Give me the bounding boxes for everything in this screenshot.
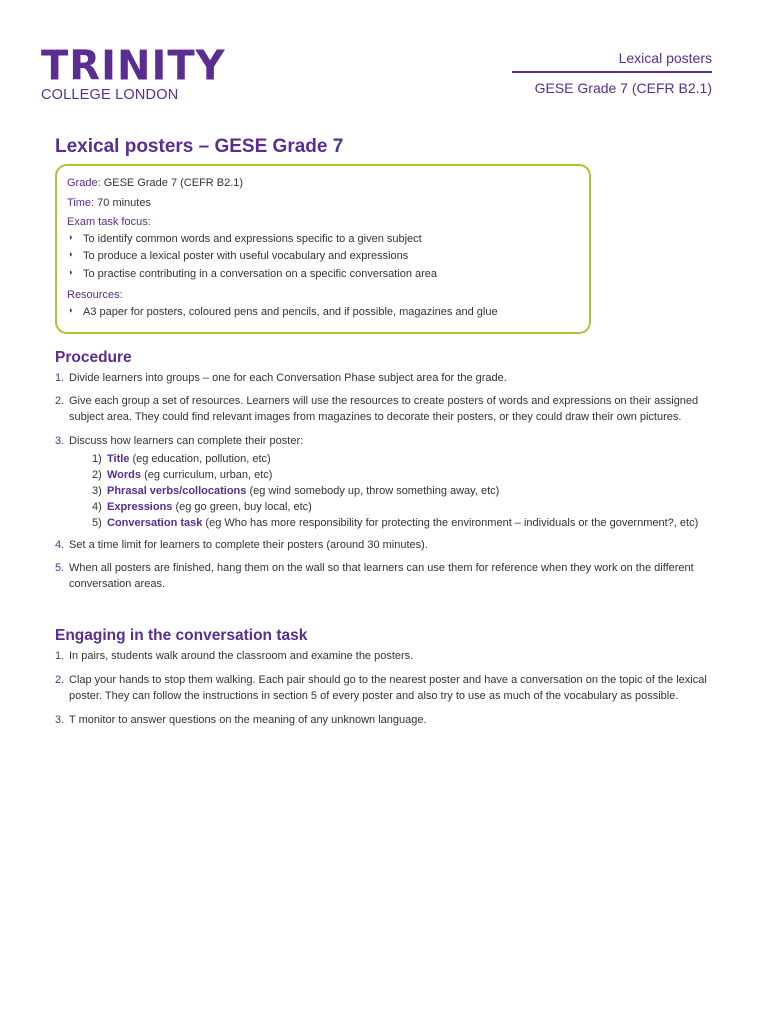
engaging-heading: Engaging in the conversation task bbox=[55, 627, 308, 644]
time-row bbox=[67, 195, 579, 212]
engaging-step: 3. T monitor to answer questions on the meaning of any unknown language. bbox=[55, 713, 427, 726]
resources-label: Resources: bbox=[67, 289, 123, 301]
resources-list bbox=[67, 304, 579, 321]
procedure-heading: Procedure bbox=[55, 349, 132, 366]
logo-wordmark: TRINITY bbox=[41, 42, 226, 90]
grade-label: Grade: bbox=[67, 177, 101, 189]
procedure-step: 1. Divide learners into groups – one for each Conversation Phase subject area for the grade. bbox=[55, 372, 507, 384]
list-item: 3) Phrasal verbs/collocations (eg wind somebody up, throw something away, etc) bbox=[92, 484, 500, 497]
list-item: 2) Words (eg curriculum, urban, etc) bbox=[92, 468, 273, 481]
list-item: 5) Conversation task (eg Who has more responsibility for protecting the environment – individuals or the government?, etc) bbox=[92, 516, 699, 529]
list-item: ◗ To produce a lexical poster with useful vocabulary and expressions bbox=[68, 249, 409, 262]
trinity-logo bbox=[41, 42, 226, 103]
procedure-step: 2. Give each group a set of resources. Learners will use the resources to create posters of words and expressions on their assigned subject area. They could find relevant images from magazines to decorate their posters, or they could draw their own pictures. bbox=[55, 394, 699, 423]
engaging-step: 2. Clap your hands to stop them walking. Each pair should go to the nearest poster and have a conversation on the topic of the lexical poster. They can follow the instructions in section 5 of every poster and also try to use as much of the vocabulary as possible. bbox=[55, 673, 707, 702]
page-title: Lexical posters – GESE Grade 7 bbox=[55, 136, 344, 157]
procedure-steps bbox=[55, 371, 715, 600]
document-header bbox=[512, 50, 712, 96]
procedure-step: 4. Set a time limit for learners to complete their posters (around 30 minutes). bbox=[55, 539, 428, 552]
bullet-icon: ◗ bbox=[68, 249, 74, 259]
list-item: ◗ A3 paper for posters, coloured pens and pencils, and if possible, magazines and glue bbox=[68, 304, 498, 318]
procedure-step: 5. When all posters are finished, hang them on the wall so that learners can use them for reference when they work on the different conversation areas. bbox=[55, 562, 694, 591]
list-item: 4) Expressions (eg go green, buy local, etc) bbox=[92, 500, 312, 513]
list-item: 1) Title (eg education, pollution, etc) bbox=[92, 452, 271, 465]
focus-list bbox=[67, 231, 579, 283]
engaging-steps bbox=[55, 649, 715, 736]
list-item: ◗ To identify common words and expressions specific to a given subject bbox=[68, 231, 422, 245]
bullet-icon: ◗ bbox=[68, 304, 74, 315]
time-value: 70 minutes bbox=[94, 196, 151, 209]
grade-value: GESE Grade 7 (CEFR B2.1) bbox=[100, 177, 244, 189]
header-doc-title: Lexical posters bbox=[512, 50, 712, 73]
time-label: Time: bbox=[67, 196, 95, 209]
bullet-icon: ◗ bbox=[68, 266, 74, 277]
poster-parts-list bbox=[92, 452, 715, 532]
logo-subtitle: COLLEGE LONDON bbox=[41, 87, 179, 103]
focus-label: Exam task focus: bbox=[67, 216, 151, 228]
header-grade: GESE Grade 7 (CEFR B2.1) bbox=[534, 80, 712, 96]
grade-row bbox=[67, 175, 579, 192]
info-box bbox=[55, 164, 591, 334]
bullet-icon: ◗ bbox=[68, 231, 74, 242]
list-item: ◗ To practise contributing in a conversation on a specific conversation area bbox=[68, 266, 438, 280]
engaging-step: 1. In pairs, students walk around the classroom and examine the posters. bbox=[55, 650, 414, 662]
procedure-step: 3. Discuss how learners can complete their poster: 1) Title (eg education, pollution, etc) 2) Words (eg curriculum, urban, etc) 3) Phrasal verbs/collocations (eg wind somebody up, throw something away, etc) 4) Expressions (eg go green, buy local, etc) 5) Conversation task (eg Who has more responsibility for protecting the environment – individuals or the government?, etc) bbox=[55, 434, 715, 532]
